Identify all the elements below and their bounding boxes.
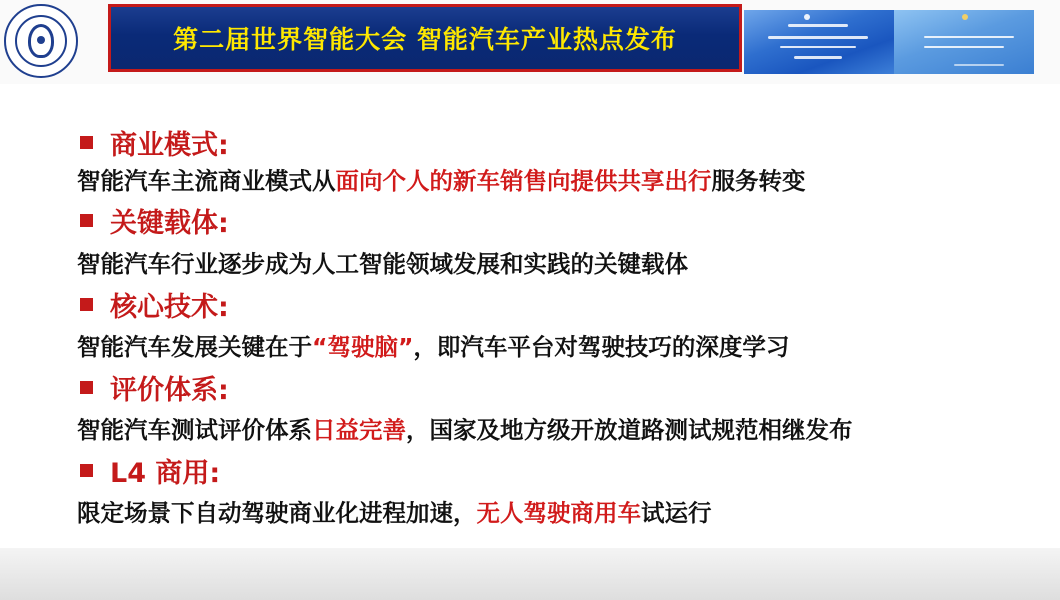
- section-body-evaluation: [77, 414, 853, 446]
- section-body-core-tech: [77, 331, 789, 363]
- section-heading-key-carrier: [80, 202, 229, 238]
- slide-header: [0, 0, 1060, 84]
- section-heading-core-tech: [80, 286, 229, 322]
- heading-text: L4 商用:: [110, 457, 221, 489]
- highlight-text: “驾驶脑”: [312, 333, 414, 361]
- body-text: 限定场景下自动驾驶商业化进程加速，: [77, 499, 477, 527]
- heading-text: 核心技术:: [110, 291, 229, 323]
- heading-text: 评价体系:: [110, 374, 229, 406]
- title-banner: [108, 4, 742, 72]
- event-photo-right: [894, 10, 1034, 74]
- highlight-text: 日益完善: [312, 416, 406, 444]
- section-body-business-model: [77, 165, 806, 197]
- body-text: 服务转变: [711, 167, 806, 195]
- body-text: 智能汽车发展关键在于: [77, 333, 312, 361]
- logo-dot-icon: [37, 36, 45, 44]
- section-body-l4-commercial: [77, 497, 712, 529]
- university-logo: [4, 4, 78, 78]
- slide-content: [0, 84, 1060, 534]
- section-heading-business-model: [80, 124, 229, 160]
- body-text: 试运行: [641, 499, 712, 527]
- square-bullet-icon: [80, 214, 93, 227]
- body-text: ，国家及地方级开放道路测试规范相继发布: [406, 416, 853, 444]
- body-text: ，即汽车平台对驾驶技巧的深度学习: [413, 333, 790, 361]
- body-text: 智能汽车行业逐步成为人工智能领域发展和实践的关键载体: [77, 250, 688, 278]
- square-bullet-icon: [80, 464, 93, 477]
- heading-text: 关键载体:: [110, 207, 229, 239]
- section-heading-evaluation: [80, 369, 229, 405]
- highlight-text: 无人驾驶商用车: [476, 499, 641, 527]
- square-bullet-icon: [80, 298, 93, 311]
- square-bullet-icon: [80, 381, 93, 394]
- heading-text: 商业模式:: [110, 129, 229, 161]
- section-heading-l4-commercial: [80, 452, 220, 488]
- event-photo-left: [744, 10, 894, 74]
- section-body-key-carrier: [77, 248, 688, 280]
- square-bullet-icon: [80, 136, 93, 149]
- body-text: 智能汽车测试评价体系: [77, 416, 312, 444]
- slide-title: 第二届世界智能大会 智能汽车产业热点发布: [173, 25, 677, 54]
- highlight-text: 面向个人的新车销售向提供共享出行: [335, 167, 712, 195]
- footer-bar: [0, 548, 1060, 600]
- body-text: 智能汽车主流商业模式从: [77, 167, 336, 195]
